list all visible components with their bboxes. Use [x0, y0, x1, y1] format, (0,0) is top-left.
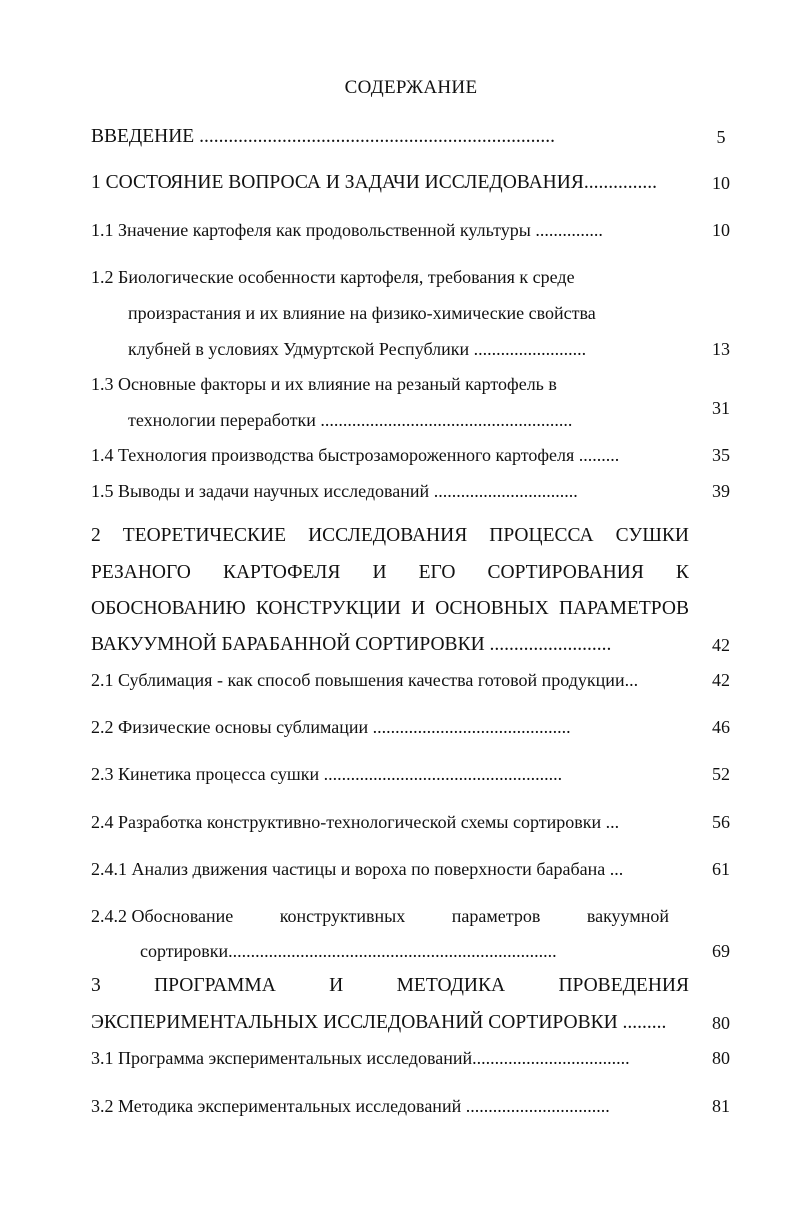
toc-page-number: 52 — [712, 764, 730, 784]
toc-entry-line: 2.4 Разработка конструктивно-технологической схемы сортировки ... — [91, 812, 620, 832]
toc-word: ОБОСНОВАНИЮ — [91, 598, 246, 619]
toc-word: параметров — [451, 906, 541, 926]
toc-entry-line: технологии переработки ........................................................ — [128, 410, 573, 430]
toc-page-number: 39 — [712, 481, 730, 501]
toc-entry-line: ВВЕДЕНИЕ ......................................................................... — [91, 126, 555, 147]
toc-page-number: 35 — [712, 445, 730, 465]
toc-entry-line: 2.3 Кинетика процесса сушки ..................................................... — [91, 764, 563, 784]
toc-word: ОСНОВНЫХ — [435, 598, 549, 619]
toc-page-number: 56 — [712, 812, 730, 832]
toc-entry-line: ВАКУУМНОЙ БАРАБАННОЙ СОРТИРОВКИ ......................... — [91, 634, 612, 655]
toc-word: СОРТИРОВАНИЯ — [487, 562, 644, 583]
toc-word: конструктивных — [279, 906, 406, 926]
toc-page-number: 80 — [712, 1048, 730, 1068]
toc-word: ПРОВЕДЕНИЯ — [558, 975, 689, 996]
toc-word: КОНСТРУКЦИИ — [255, 598, 401, 619]
toc-word: ПРОЦЕССА — [489, 525, 594, 546]
toc-entry-line — [91, 597, 689, 621]
toc-word: 2 — [91, 525, 101, 546]
toc-word: СУШКИ — [615, 525, 689, 546]
toc-page-number: 10 — [712, 220, 730, 240]
toc-entry-line: 2.1 Сублимация - как способ повышения качества готовой продукции... — [91, 670, 639, 690]
toc-entry-line: 1.2 Биологические особенности картофеля, требования к среде — [91, 267, 575, 287]
toc-word: ТЕОРЕТИЧЕСКИЕ — [122, 525, 287, 546]
toc-word: И — [411, 598, 426, 619]
toc-word: ПАРАМЕТРОВ — [559, 598, 689, 619]
toc-word: ПРОГРАММА — [154, 975, 276, 996]
toc-entry-line — [91, 904, 669, 928]
toc-entry-line: 1.4 Технология производства быстрозамороженного картофеля ......... — [91, 445, 620, 465]
toc-word: ИССЛЕДОВАНИЯ — [308, 525, 468, 546]
toc-entry-line: произрастания и их влияние на физико-химические свойства — [128, 303, 596, 323]
toc-page-number: 10 — [712, 173, 730, 193]
toc-word: И — [372, 562, 387, 583]
toc-word: 2.4.2 Обоснование — [91, 906, 234, 926]
toc-entry-line: ЭКСПЕРИМЕНТАЛЬНЫХ ИССЛЕДОВАНИЙ СОРТИРОВКИ ......... — [91, 1012, 667, 1033]
toc-word: 3 — [91, 975, 101, 996]
toc-entry-line: 2.2 Физические основы сублимации ............................................ — [91, 717, 571, 737]
toc-word: вакуумной — [586, 906, 669, 926]
toc-page-number: 13 — [712, 339, 730, 359]
toc-entry-line: сортировки......................................................................... — [140, 941, 557, 961]
toc-entry-line: 1 СОСТОЯНИЕ ВОПРОСА И ЗАДАЧИ ИССЛЕДОВАНИЯ............... — [91, 172, 657, 193]
toc-page-number: 42 — [712, 635, 730, 655]
toc-entry-line: клубней в условиях Удмуртской Республики ......................... — [128, 339, 587, 359]
toc-entry-line — [91, 974, 689, 998]
toc-page-number: 69 — [712, 941, 730, 961]
toc-entry-line: 1.1 Значение картофеля как продовольственной культуры ............... — [91, 220, 603, 240]
toc-word: ЕГО — [418, 562, 456, 583]
toc-page-number: 5 — [716, 127, 726, 147]
toc-page-number: 61 — [712, 859, 730, 879]
toc-entry-line: 1.5 Выводы и задачи научных исследований ................................ — [91, 481, 578, 501]
toc-word: РЕЗАНОГО — [91, 562, 191, 583]
toc-word: К — [675, 562, 689, 583]
toc-entry-line: 3.1 Программа экспериментальных исследований................................... — [91, 1048, 630, 1068]
toc-entry-line — [91, 561, 689, 585]
toc-page-number: 42 — [712, 670, 730, 690]
toc-entry-line — [91, 524, 689, 548]
page-title: СОДЕРЖАНИЕ — [344, 77, 478, 98]
toc-page-number: 80 — [712, 1013, 730, 1033]
toc-word: И — [329, 975, 344, 996]
toc-entry-line: 1.3 Основные факторы и их влияние на резаный картофель в — [91, 374, 557, 394]
toc-page-number: 31 — [712, 398, 730, 418]
toc-word: КАРТОФЕЛЯ — [222, 562, 341, 583]
toc-entry-line: 2.4.1 Анализ движения частицы и вороха по поверхности барабана ... — [91, 859, 624, 879]
toc-page-number: 46 — [712, 717, 730, 737]
toc-entry-line: 3.2 Методика экспериментальных исследований ................................ — [91, 1096, 610, 1116]
toc-page-number: 81 — [712, 1096, 730, 1116]
toc-word: МЕТОДИКА — [396, 975, 506, 996]
